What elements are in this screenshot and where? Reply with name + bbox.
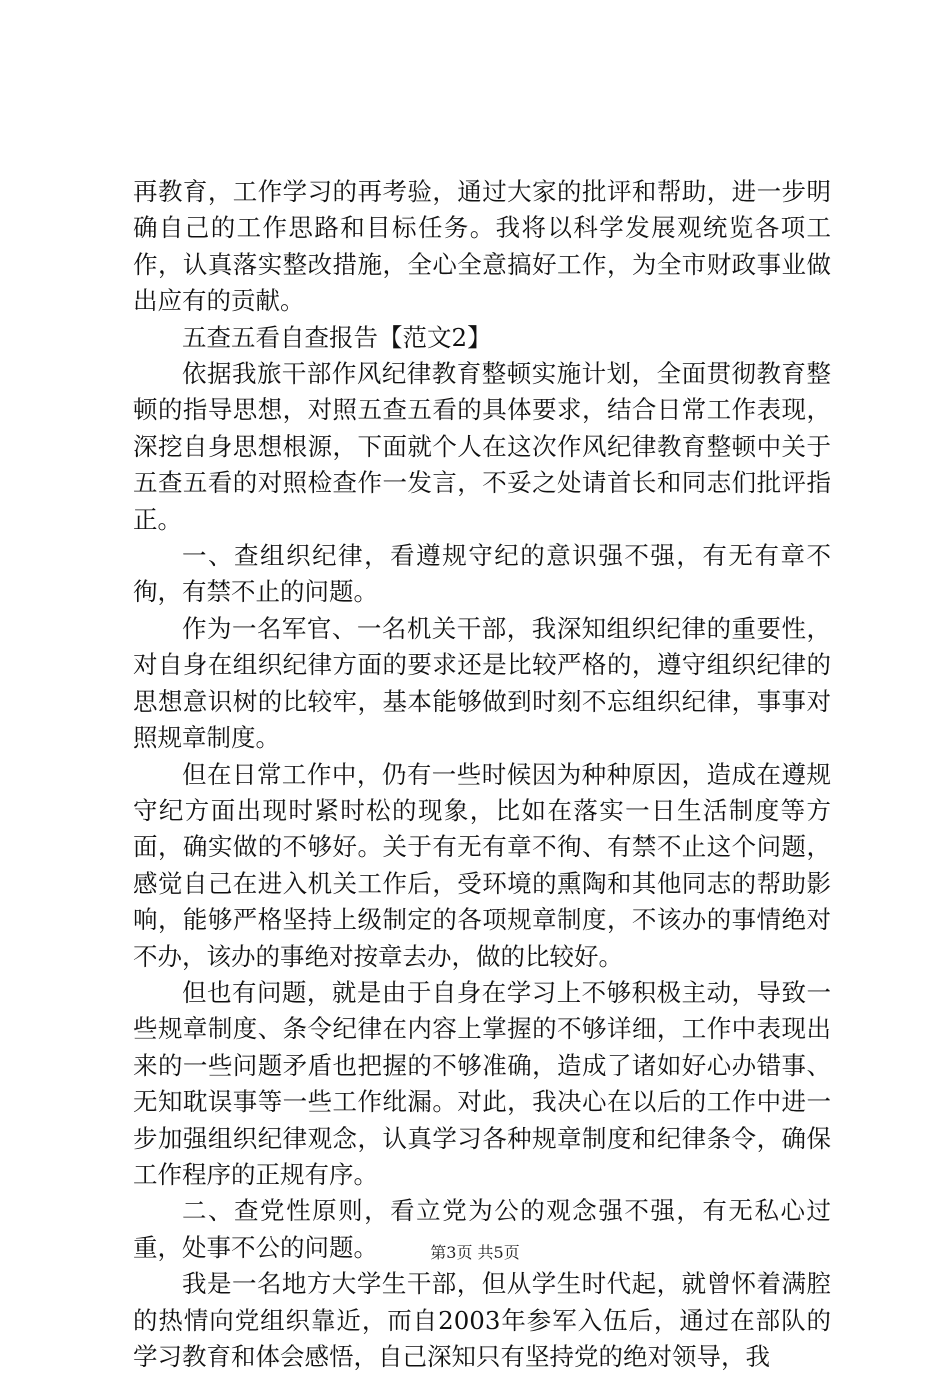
- section-heading-1: 一、查组织纪律，看遵规守纪的意识强不强，有无有章不徇，有禁不止的问题。: [133, 541, 831, 607]
- paragraph-9: 我是一名地方大学生干部，但从学生时代起，就曾怀着满腔的热情向党组织靠近，而自2003年参军入伍后，通过在部队的学习教育和体会感悟，自己深知只有坚持党的绝对领导，我: [133, 1269, 831, 1371]
- paragraph-5: 作为一名军官、一名机关干部，我深知组织纪律的重要性，对自身在组织纪律方面的要求还是比较严格的，遵守组织纪律的思想意识树的比较牢，基本能够做到时刻不忘组织纪律，事事对照规章制度。: [133, 613, 831, 753]
- document-body: [133, 174, 831, 1375]
- page-number-footer: 第3页 共5页: [430, 1243, 520, 1262]
- paragraph-7: 但也有问题，就是由于自身在学习上不够积极主动，导致一些规章制度、条令纪律在内容上掌握的不够详细，工作中表现出来的一些问题矛盾也把握的不够准确，造成了诸如好心办错事、无知耽误事等一些工作纰漏。对此，我决心在以后的工作中进一步加强组织纪律观念，认真学习各种规章制度和纪律条令，确保工作程序的正规有序。: [133, 977, 831, 1189]
- section-heading-sample-2: 五查五看自查报告【范文2】: [182, 322, 492, 352]
- paragraph-6: 但在日常工作中，仍有一些时候因为种种原因，造成在遵规守纪方面出现时紧时松的现象，比如在落实一日生活制度等方面，确实做的不够好。关于有无有章不徇、有禁不止这个问题，感觉自己在进入机关工作后，受环境的熏陶和其他同志的帮助影响，能够严格坚持上级制定的各项规章制度，不该办的事情绝对不办，该办的事绝对按章去办，做的比较好。: [133, 759, 831, 971]
- paragraph-3: 依据我旅干部作风纪律教育整顿实施计划，全面贯彻教育整顿的指导思想，对照五查五看的具体要求，结合日常工作表现，深挖自身思想根源，下面就个人在这次作风纪律教育整顿中关于五查五看的对照检查作一发言，不妥之处请首长和同志们批评指正。: [133, 359, 831, 534]
- section-heading-2: 二、查党性原则，看立党为公的观念强不强，有无私心过重，处事不公的问题。: [133, 1196, 831, 1262]
- paragraph-1: 再教育，工作学习的再考验，通过大家的批评和帮助，进一步明确自己的工作思路和目标任务。我将以科学发展观统览各项工作，认真落实整改措施，全心全意搞好工作，为全市财政事业做出应有的贡献。: [133, 177, 831, 316]
